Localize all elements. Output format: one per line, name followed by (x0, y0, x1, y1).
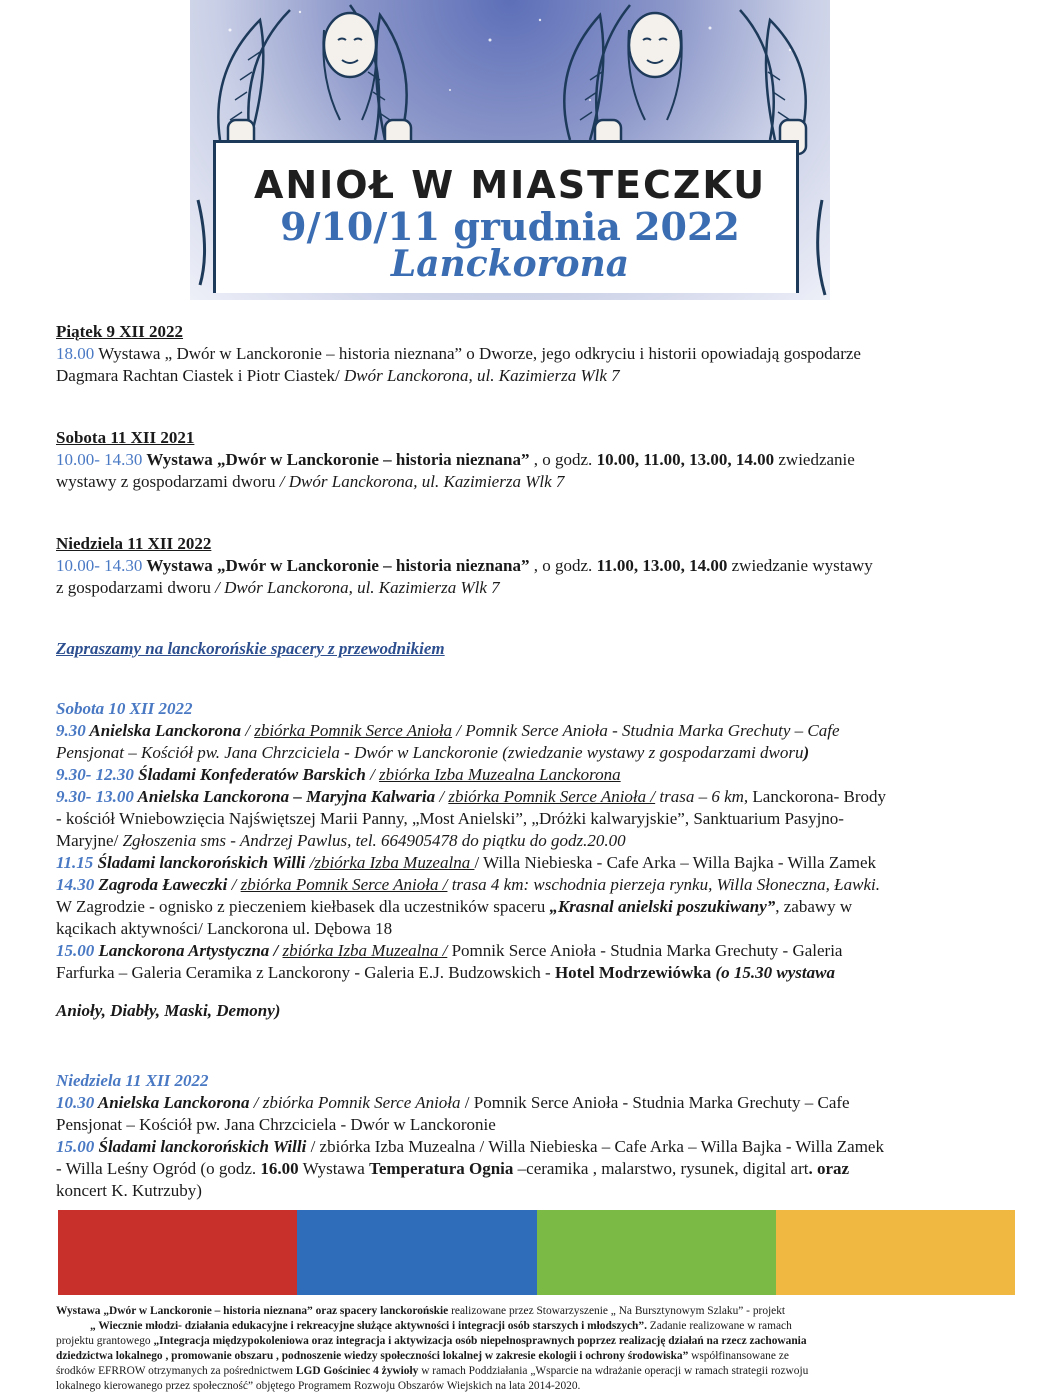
saturday-exhibition-mid: , o godz. (529, 450, 597, 469)
walk-meeting-point: / zbiórka Pomnik Serce Anioła (253, 1093, 461, 1112)
walks-invite (56, 638, 1016, 660)
walk-route-cont: Maryjne/ (56, 831, 123, 850)
footer-lgd: LGD Gościniec 4 żywioły (295, 1365, 419, 1377)
friday-event-text: Wystawa „ Dwór w Lanckoronie – historia nieznana” o Dworze, jego odkryciu i historii opowiadają gospodarze (94, 344, 861, 363)
footer-line: lokalnego kierowanego przez społeczność” objętego Programem Rozwoju Obszarów Wiejskich na lata 2014-2020. (56, 1380, 581, 1392)
friday-time: 18.00 (56, 344, 95, 363)
walk-sep: / (435, 787, 449, 806)
walk-meeting-point: zbiórka Pomnik Serce Anioła / (448, 787, 656, 806)
footer-grant-title-cont: dziedzictwa lokalnego , promowanie obszaru , podnoszenie wiedzy społeczności lokalnej w zakresie ekologii i ochrony środowiska” (56, 1350, 689, 1362)
walk-route-end: ) (803, 743, 810, 762)
walk-time: 9.30 (56, 721, 86, 740)
walk-location: kącikach aktywności/ Lanckorona ul. Dębowa 18 (56, 919, 393, 938)
friday-event-line1 (56, 343, 1016, 365)
saturday-exhibition-text: zwiedzanie (774, 450, 855, 469)
footer-text: środków EFRROW otrzymanych za pośrednictwem (56, 1365, 296, 1377)
saturday-exhibition-line2 (56, 471, 1016, 493)
walk-meeting-point: zbiórka Izba Muzealna (314, 853, 475, 872)
poster-header (190, 0, 830, 300)
sunday-walks-section (56, 1070, 1016, 1202)
walk-time: 9.30- 13.00 (56, 787, 134, 806)
walk-item-cont: Pensjonat – Kościół pw. Jana Chrzciciela - Dwór w Lanckoronie (56, 1115, 496, 1134)
saturday-walks-header: Sobota 10 XII 2022 (56, 699, 193, 718)
saturday-exhibition-section (56, 427, 1016, 493)
walk-route: / zbiórka Izba Muzealna / Willa Niebieska – Cafe Arka – Willa Bajka - Willa Zamek (310, 1137, 884, 1156)
walk-meeting-point: zbiórka Izba Muzealna / (282, 941, 448, 960)
walk-meeting-point: zbiórka Izba Muzealna Lanckorona (379, 765, 621, 784)
poster-title: ANIOŁ W MIASTECZKU (253, 163, 767, 207)
footer-text: współfinansowane ze (688, 1350, 789, 1362)
walk-time: 11.15 (56, 853, 94, 872)
walk-item (56, 874, 1016, 896)
walk-item (56, 786, 1016, 808)
footer-organizer: realizowane przez Stowarzyszenie „ Na Bursztynowym Szlaku” - projekt (448, 1305, 786, 1317)
walk-sep: / (231, 875, 241, 894)
stripe-yellow (776, 1210, 1015, 1295)
walks-invite-text: Zapraszamy na lanckorońskie spacery z przewodnikiem (56, 639, 445, 658)
stripe-red (58, 1210, 297, 1295)
stripe-green (537, 1210, 776, 1295)
walk-route: / Pomnik Serce Anioła - Studnia Marka Grechuty – Cafe (452, 721, 840, 740)
exhibition-desc-end: . oraz (808, 1159, 850, 1178)
walk-registration: Zgłoszenia sms - Andrzej Pawlus, tel. 664905478 do piątku do godz.20.00 (122, 831, 626, 850)
walk-title: Anielska Lanckorona – Maryjna Kalwaria (133, 787, 436, 806)
walk-item-cont (56, 896, 1016, 918)
sunday-exhibition-location: / Dwór Lanckorona, ul. Kazimierza Wlk 7 (215, 578, 500, 597)
exhibition-label: Wystawa (298, 1159, 370, 1178)
saturday-exhibition-text2: wystawy z gospodarzami dworu (56, 472, 280, 491)
walk-item (56, 852, 1016, 874)
walk-item (56, 720, 1016, 742)
walk-item-cont: koncert K. Kutrzuby) (56, 1181, 202, 1200)
saturday-exhibition-title: Wystawa „Dwór w Lanckoronie – historia nieznana” (142, 450, 530, 469)
sunday-exhibition-mid: , o godz. (529, 556, 597, 575)
footer-project-name: „ Wiecznie młodzi- działania edukacyjne i rekreacyjne służące aktywności i integracji osób starszych i młodszych”. (90, 1320, 647, 1332)
friday-header: Piątek 9 XII 2022 (56, 322, 184, 341)
walk-title: Anielska Lanckorona (94, 1093, 254, 1112)
sunday-exhibition-line2 (56, 577, 1016, 599)
walk-meeting-point: zbiórka Pomnik Serce Anioła (254, 721, 453, 740)
walk-route: / Willa Niebieska - Cafe Arka – Willa Bajka - Willa Zamek (474, 853, 877, 872)
poster-dates: 9/10/11 grudnia 2022 (280, 204, 740, 249)
footer-line (56, 1364, 1002, 1379)
walk-exhibition-title: Anioły, Diabły, Maski, Demony) (56, 1001, 281, 1020)
saturday-exhibition-hours: 10.00, 11.00, 13.00, 14.00 (596, 450, 775, 469)
saturday-exhibition-location: / Dwór Lanckorona, ul. Kazimierza Wlk 7 (279, 472, 565, 491)
sunday-exhibition-hours: 11.00, 13.00, 14.00 (596, 556, 728, 575)
walk-desc: W Zagrodzie - ognisko z pieczeniem kiełbasek dla uczestników spaceru (56, 897, 550, 916)
sunday-exhibition-text: zwiedzanie wystawy (727, 556, 873, 575)
footer-grant-title: „Integracja międzypokoleniowa oraz integracja i aktywizacja osób niepełnosprawnych poprzez realizację działań na rzecz zachowania (153, 1335, 807, 1347)
footer-text: Zadanie realizowane w ramach (646, 1320, 792, 1332)
footer-line (56, 1334, 1002, 1349)
walk-item-cont (56, 962, 1016, 984)
sunday-exhibition-line1 (56, 555, 1016, 577)
walk-sep: / (370, 765, 380, 784)
walk-route-cont: Farfurka – Galeria Ceramika z Lanckorony - Galeria E.J. Budzowskich - (56, 963, 555, 982)
walk-title: Śladami lanckorońskich Willi (94, 1137, 311, 1156)
walk-sep: / (245, 721, 255, 740)
sunday-exhibition-time: 10.00- 14.30 (56, 556, 143, 575)
walk-time: 15.00 (56, 1137, 95, 1156)
footer-text: w ramach Poddziałania „Wsparcie na wdrażanie operacji w ramach strategii rozwoju (418, 1365, 809, 1377)
footer-line (56, 1349, 1002, 1364)
sunday-exhibition-title: Wystawa „Dwór w Lanckoronie – historia nieznana” (142, 556, 530, 575)
walk-time: 14.30 (56, 875, 95, 894)
sunday-exhibition-header: Niedziela 11 XII 2022 (56, 534, 212, 553)
walk-item-cont (56, 742, 1016, 764)
walk-item (56, 940, 1016, 962)
poster-place: Lanckorona (390, 243, 630, 285)
walk-item-cont (56, 1158, 1016, 1180)
walk-item-cont (56, 830, 1016, 852)
friday-event-line2 (56, 365, 1016, 387)
walk-route-cont: Pensjonat – Kościół pw. Jana Chrzciciela - Dwór w Lanckoronie (zwiedzanie wystawy z gospodarzami dworu (56, 743, 804, 762)
walk-time: 9.30- 12.30 (56, 765, 134, 784)
walk-item (56, 764, 1016, 786)
walk-time: 10.30 (56, 1093, 95, 1112)
walk-hotel: Hotel Modrzewiówka (554, 963, 712, 982)
walk-route-cont: - Willa Leśny Ogród (o godz. (56, 1159, 261, 1178)
sunday-walks-header: Niedziela 11 XII 2022 (56, 1071, 209, 1090)
footer-text: projektu grantowego (56, 1335, 154, 1347)
walk-route: Lanckorona- Brody (748, 787, 887, 806)
friday-section (56, 321, 1016, 387)
exhibition-desc: –ceramika , malarstwo, rysunek, digital art (513, 1159, 809, 1178)
walk-item-cont: - kościół Wniebowzięcia Najświętszej Marii Panny, „Most Anielski”, „Dróżki kalwaryjskie”, Sanktuarium Pasyjno- (56, 809, 844, 828)
walk-desc-end: , zabawy w (775, 897, 853, 916)
walk-exhibition-note: (o 15.30 wystawa (711, 963, 835, 982)
walk-route: Pomnik Serce Anioła - Studnia Marka Grechuty - Galeria (447, 941, 843, 960)
saturday-exhibition-header: Sobota 11 XII 2021 (56, 428, 195, 447)
friday-location: Dwór Lanckorona, ul. Kazimierza Wlk 7 (344, 366, 620, 385)
color-stripe (58, 1210, 1015, 1295)
walk-title: Anielska Lanckorona (85, 721, 246, 740)
saturday-walks-section (56, 698, 1016, 1022)
exhibition-title: Temperatura Ognia (369, 1159, 514, 1178)
walk-meeting-point: zbiórka Pomnik Serce Anioła / (240, 875, 448, 894)
walk-game-title: „Krasnal anielski poszukiwany” (549, 897, 776, 916)
walk-title: Zagroda Ławeczki (94, 875, 232, 894)
saturday-exhibition-time: 10.00- 14.30 (56, 450, 143, 469)
footer-line (56, 1304, 1002, 1319)
walk-sep: / (309, 853, 315, 872)
funding-footer (56, 1304, 1002, 1394)
friday-hosts: Dagmara Rachtan Ciastek i Piotr Ciastek/ (56, 366, 344, 385)
sunday-exhibition-text2: z gospodarzami dworu (56, 578, 216, 597)
walk-item (56, 1092, 1016, 1114)
exhibition-time: 16.00 (260, 1159, 299, 1178)
footer-project-title: Wystawa „Dwór w Lanckoronie – historia nieznana” oraz spacery lanckorońskie (56, 1305, 449, 1317)
walk-route: / Pomnik Serce Anioła - Studnia Marka Grechuty – Cafe (460, 1093, 850, 1112)
walk-item-cont (56, 918, 1016, 940)
walk-item (56, 1136, 1016, 1158)
saturday-exhibition-line1 (56, 449, 1016, 471)
walk-time: 15.00 (56, 941, 95, 960)
walk-title: Śladami Konfederatów Barskich (133, 765, 371, 784)
footer-line (56, 1319, 1002, 1334)
walk-route: trasa 4 km: wschodnia pierzeja rynku, Willa Słoneczna, Ławki. (447, 875, 880, 894)
walk-distance: trasa – 6 km, (655, 787, 749, 806)
walk-title: Śladami lanckorońskich Willi (93, 853, 310, 872)
stripe-blue (297, 1210, 536, 1295)
walk-title: Lanckorona Artystyczna / (94, 941, 279, 960)
sunday-exhibition-section (56, 533, 1016, 599)
